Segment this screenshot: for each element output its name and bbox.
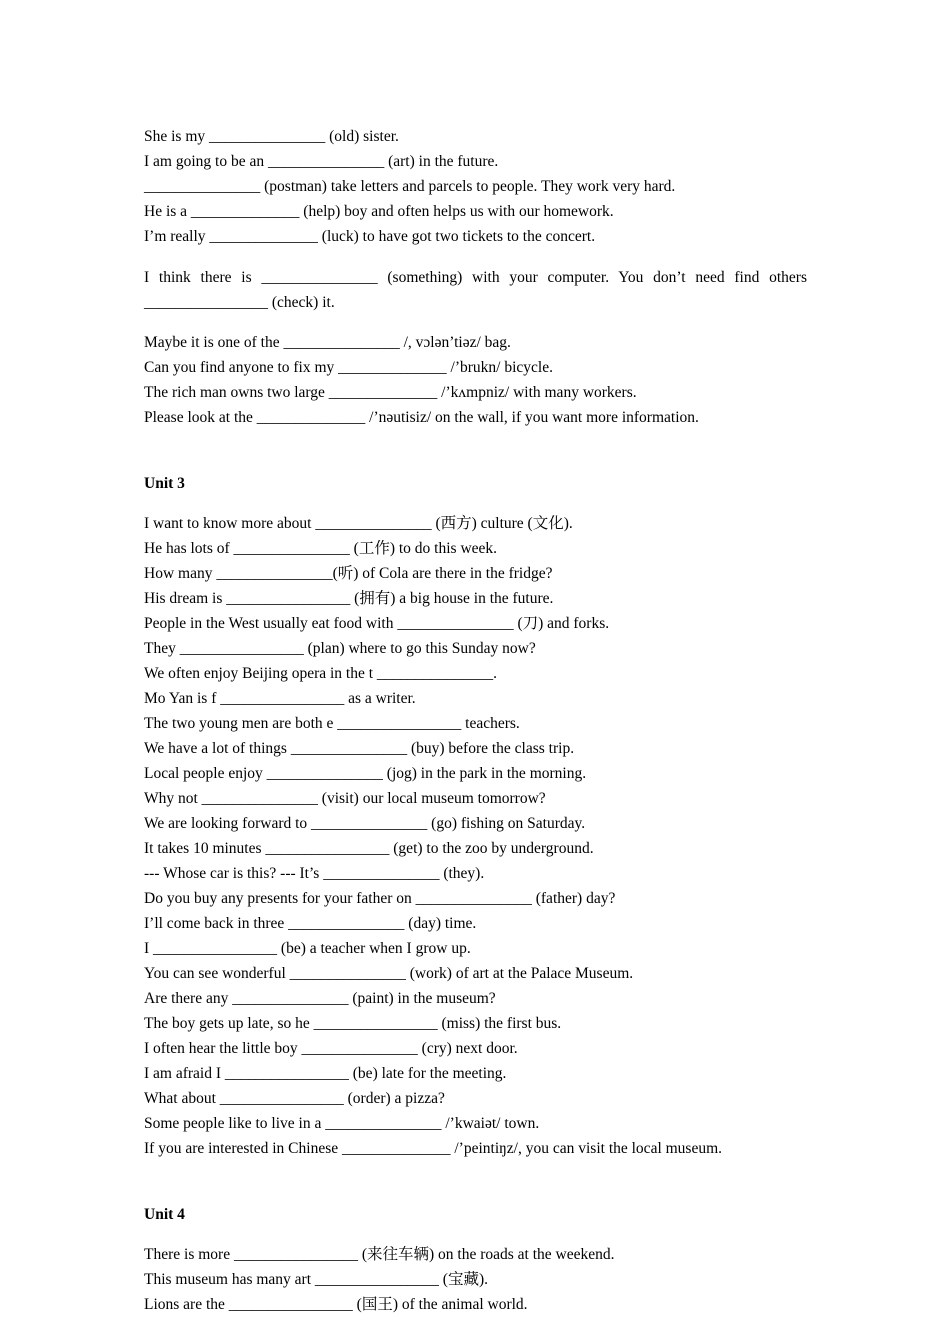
exercise-line: I’m really ______________ (luck) to have got two tickets to the concert. <box>144 228 596 245</box>
exercise-line: Local people enjoy _______________ (jog) in the park in the morning. <box>144 765 587 782</box>
exercise-line: We have a lot of things _______________ (buy) before the class trip. <box>144 740 575 757</box>
exercise-line: The rich man owns two large ______________ /’kʌmpniz/ with many workers. <box>144 384 637 401</box>
exercise-line: Can you find anyone to fix my ______________ /’brukn/ bicycle. <box>144 359 553 376</box>
exercise-line: If you are interested in Chinese ______________ /’peintiŋz/, you can visit the local museum. <box>144 1140 723 1157</box>
exercise-line: His dream is ________________ (拥有) a big house in the future. <box>144 590 554 607</box>
exercise-line: Are there any _______________ (paint) in the museum? <box>144 990 496 1007</box>
exercise-line: I think there is _______________ (something) with your computer. You don’t need find others ________________ (check) it. <box>144 268 807 311</box>
exercise-line: I am going to be an _______________ (art) in the future. <box>144 153 499 170</box>
section-exercises <box>144 124 807 430</box>
exercise-line: You can see wonderful _______________ (work) of art at the Palace Museum. <box>144 965 634 982</box>
unit-3-section <box>144 471 807 1162</box>
exercise-line: Maybe it is one of the _______________ /, vɔlən’tiəz/ bag. <box>144 334 511 351</box>
exercise-line: Some people like to live in a _______________ /’kwaiət/ town. <box>144 1115 540 1132</box>
exercise-line: Lions are the ________________ (国王) of the animal world. <box>144 1296 528 1313</box>
exercise-line: Do you buy any presents for your father on _______________ (father) day? <box>144 890 616 907</box>
exercise-line: He has lots of _______________ (工作) to do this week. <box>144 540 498 557</box>
exercise-line: Mo Yan is f ________________ as a writer. <box>144 690 416 707</box>
exercise-line: I want to know more about _______________ (西方) culture (文化). <box>144 515 573 532</box>
exercise-line: It takes 10 minutes ________________ (get) to the zoo by underground. <box>144 840 594 857</box>
exercise-line: The boy gets up late, so he ________________ (miss) the first bus. <box>144 1015 562 1032</box>
exercise-line: This museum has many art ________________ (宝藏). <box>144 1271 488 1288</box>
exercise-line: What about ________________ (order) a pizza? <box>144 1090 445 1107</box>
unit-4-heading: Unit 4 <box>144 1205 185 1223</box>
exercise-line: Why not _______________ (visit) our local museum tomorrow? <box>144 790 546 807</box>
exercise-line: Please look at the ______________ /’nəutisiz/ on the wall, if you want more information. <box>144 409 699 426</box>
exercise-line: We are looking forward to _______________ (go) fishing on Saturday. <box>144 815 586 832</box>
exercise-line: We often enjoy Beijing opera in the t _______________. <box>144 665 498 682</box>
exercise-line: --- Whose car is this? --- It’s _______________ (they). <box>144 865 485 882</box>
exercise-line: How many _______________(听) of Cola are there in the fridge? <box>144 565 553 582</box>
exercise-line: I am afraid I ________________ (be) late for the meeting. <box>144 1065 507 1082</box>
exercise-line: I’ll come back in three _______________ (day) time. <box>144 915 477 932</box>
exercise-line: They ________________ (plan) where to go this Sunday now? <box>144 640 536 657</box>
exercise-line: People in the West usually eat food with _______________ (刀) and forks. <box>144 615 610 632</box>
exercise-line: I ________________ (be) a teacher when I grow up. <box>144 940 471 957</box>
spacer <box>144 430 807 455</box>
exercise-line: She is my _______________ (old) sister. <box>144 128 399 145</box>
spacer <box>144 1161 807 1186</box>
exercise-line: He is a ______________ (help) boy and often helps us with our homework. <box>144 203 614 220</box>
exercise-line: There is more ________________ (来往车辆) on the roads at the weekend. <box>144 1246 615 1263</box>
unit-3-heading: Unit 3 <box>144 474 185 492</box>
exercise-line: _______________ (postman) take letters and parcels to people. They work very hard. <box>144 178 676 195</box>
exercise-line: I often hear the little boy _______________ (cry) next door. <box>144 1040 518 1057</box>
exercise-line: The two young men are both e ________________ teachers. <box>144 715 520 732</box>
unit-4-section <box>144 1202 807 1318</box>
worksheet-page <box>144 124 807 1317</box>
